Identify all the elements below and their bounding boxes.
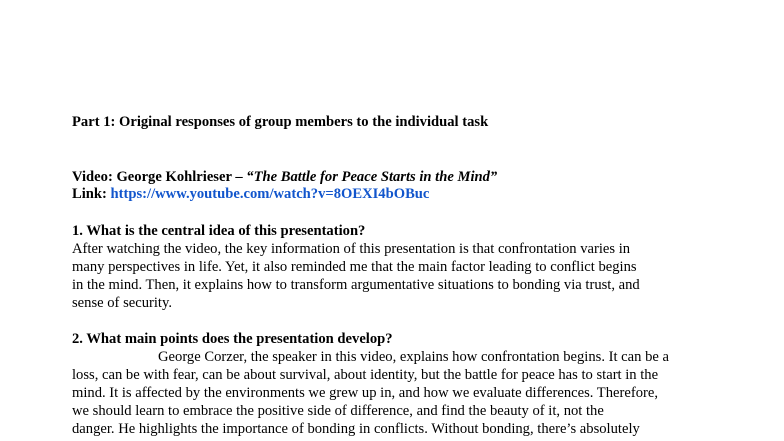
- question2-heading: 2. What main points does the presentation develop?: [72, 331, 393, 347]
- question1-heading: 1. What is the central idea of this presentation?: [72, 223, 366, 239]
- question2-line: danger. He highlights the importance of bonding in conflicts. Without bonding, there’s absolutely: [72, 421, 640, 437]
- video-line: [72, 169, 497, 186]
- video-link[interactable]: https://www.youtube.com/watch?v=8OEXI4bOBuc: [110, 186, 430, 202]
- question2-line: loss, can be with fear, can be about survival, about identity, but the battle for peace has to start in the: [72, 367, 659, 383]
- video-title: “The Battle for Peace Starts in the Mind”: [246, 169, 498, 185]
- video-label: Video: George Kohlrieser –: [72, 169, 247, 185]
- question2-line: George Corzer, the speaker in this video, explains how confrontation begins. It can be a: [158, 349, 669, 365]
- question1-line: After watching the video, the key information of this presentation is that confrontation varies in: [72, 241, 631, 257]
- question1-line: in the mind. Then, it explains how to transform argumentative situations to bonding via trust, and: [72, 277, 640, 293]
- question1-line: sense of security.: [72, 295, 172, 311]
- question2-line: we should learn to embrace the positive side of difference, and find the beauty of it, not the: [72, 403, 604, 419]
- question2-line: mind. It is affected by the environments we grew up in, and how we evaluate differences. Therefore,: [72, 385, 658, 401]
- link-label: Link:: [72, 186, 111, 202]
- link-line: [72, 186, 429, 203]
- part-heading: Part 1: Original responses of group members to the individual task: [72, 114, 489, 130]
- question1-line: many perspectives in life. Yet, it also reminded me that the main factor leading to conflict begins: [72, 259, 637, 275]
